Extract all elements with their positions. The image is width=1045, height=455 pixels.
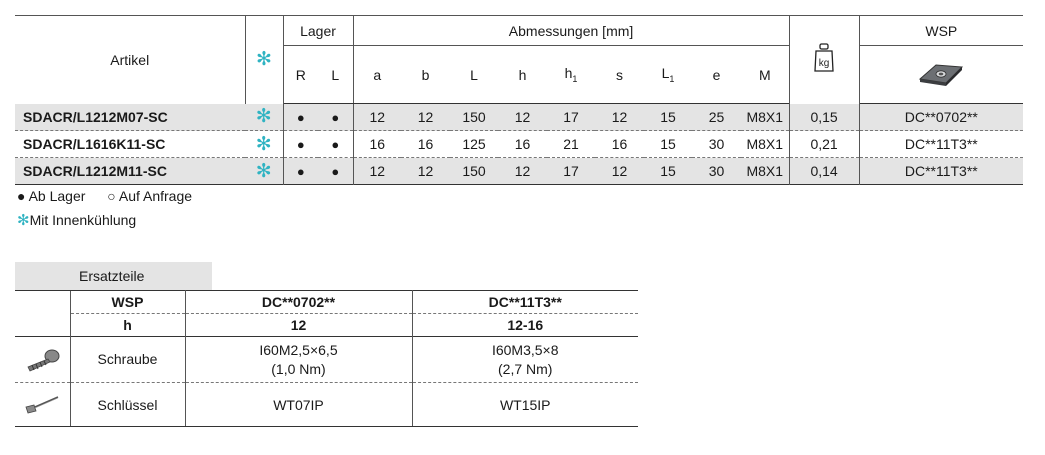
header-b: b — [401, 46, 450, 104]
dim-m: M8X1 — [741, 104, 789, 131]
schraube-2: I60M3,5×8 (2,7 Nm) — [412, 337, 638, 383]
header-a: a — [353, 46, 401, 104]
weight-cell: 0,15 — [789, 104, 859, 131]
dim-e: 30 — [692, 158, 741, 185]
cooling-icon: ✻ — [245, 131, 283, 158]
wsp-cell: DC**11T3** — [904, 136, 978, 152]
dim-s: 12 — [595, 104, 644, 131]
header-s: s — [595, 46, 644, 104]
dim-l1: 15 — [660, 136, 676, 152]
dim-h1: 21 — [563, 136, 579, 152]
legend-stock — [17, 188, 210, 204]
dim-length: 125 — [462, 136, 486, 152]
spare-h-2: 12-16 — [412, 314, 638, 337]
stock-l: ● — [318, 104, 353, 131]
header-length: L — [450, 46, 498, 104]
schluessel-2: WT15IP — [412, 383, 638, 427]
spare-parts-table — [15, 290, 638, 427]
dim-l1: 15 — [644, 158, 692, 185]
header-e: e — [692, 46, 741, 104]
header-abmessungen: Abmessungen [mm] — [353, 16, 789, 46]
dim-h: 12 — [498, 158, 547, 185]
stock-l: ● — [318, 131, 353, 158]
header-r: R — [283, 46, 318, 104]
table-row — [15, 104, 1023, 131]
header-l: L — [318, 46, 353, 104]
schraube-1: I60M2,5×6,5 (1,0 Nm) — [185, 337, 412, 383]
spare-wsp-label: WSP — [70, 291, 185, 314]
header-cooling-icon: ✻ — [245, 16, 283, 104]
schraube-label: Schraube — [70, 337, 185, 383]
spare-h-label: h — [70, 314, 185, 337]
wsp-cell: DC**0702** — [859, 104, 1023, 131]
dim-h1: 17 — [547, 158, 595, 185]
header-h: h — [498, 46, 547, 104]
legend-auf-anfrage: ○ Auf Anfrage — [107, 188, 193, 204]
spare-wsp-1: DC**0702** — [185, 291, 412, 314]
weight-cell: 0,14 — [789, 158, 859, 185]
screw-icon — [15, 337, 70, 383]
stock-r: ● — [283, 158, 318, 185]
legend-ab-lager: ● Ab Lager — [17, 188, 86, 204]
header-lager: Lager — [283, 16, 353, 46]
spare-wsp-2: DC**11T3** — [412, 291, 638, 314]
table-row — [15, 158, 1023, 185]
header-m: M — [741, 46, 789, 104]
header-artikel: Artikel — [15, 16, 245, 104]
artikel-cell: SDACR/L1616K11-SC — [23, 136, 166, 152]
insert-icon — [916, 59, 966, 87]
stock-l: ● — [318, 158, 353, 185]
dim-e: 30 — [708, 136, 725, 152]
dim-h: 16 — [514, 136, 531, 152]
legend-cooling — [17, 212, 136, 228]
weight-icon — [813, 43, 835, 73]
dim-e: 25 — [692, 104, 741, 131]
dim-b: 16 — [417, 136, 434, 152]
spare-h-1: 12 — [185, 314, 412, 337]
dim-s: 12 — [595, 158, 644, 185]
dim-l1: 15 — [644, 104, 692, 131]
dim-s: 16 — [611, 136, 628, 152]
weight-cell: 0,21 — [789, 131, 859, 158]
dim-b: 12 — [401, 158, 450, 185]
svg-text:kg: kg — [818, 58, 830, 70]
stock-r: ● — [296, 137, 305, 152]
cooling-icon: ✻ — [245, 158, 283, 185]
header-l1: $L_1$ — [644, 46, 692, 104]
legend-innenkuehlung: Mit Innenkühlung — [29, 212, 137, 228]
cooling-icon: ✻ — [245, 104, 283, 131]
header-insert-icon — [859, 46, 1023, 104]
dim-m: M8X1 — [741, 131, 789, 158]
dim-h: 12 — [498, 104, 547, 131]
schluessel-1: WT07IP — [185, 383, 412, 427]
dim-a: 16 — [369, 136, 386, 152]
dim-a: 12 — [353, 104, 401, 131]
dim-a: 12 — [353, 158, 401, 185]
wsp-cell: DC**11T3** — [859, 158, 1023, 185]
artikel-cell: SDACR/L1212M07-SC — [15, 104, 245, 131]
stock-r: ● — [283, 104, 318, 131]
dim-m: M8X1 — [741, 158, 789, 185]
dim-length: 150 — [450, 158, 498, 185]
dim-h1: 17 — [547, 104, 595, 131]
table-row — [15, 131, 1023, 158]
schluessel-label: Schlüssel — [70, 383, 185, 427]
header-wsp: WSP — [859, 16, 1023, 46]
header-h1: $h_1$ — [547, 46, 595, 104]
key-icon — [15, 383, 70, 427]
dim-length: 150 — [450, 104, 498, 131]
product-table — [15, 15, 1023, 185]
artikel-cell: SDACR/L1212M11-SC — [15, 158, 245, 185]
dim-b: 12 — [401, 104, 450, 131]
cooling-icon: ✻ — [17, 212, 30, 229]
header-weight-icon — [789, 16, 859, 104]
ersatzteile-tab: Ersatzteile — [15, 262, 212, 290]
